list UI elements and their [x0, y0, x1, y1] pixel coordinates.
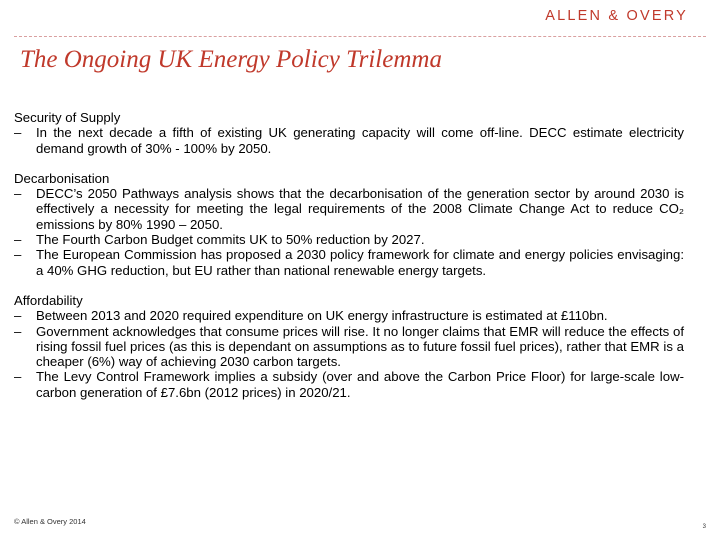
bullet-text: The Fourth Carbon Budget commits UK to 50% reduction by 2027.: [36, 232, 425, 248]
slide-body: [14, 110, 684, 415]
bullet-item: [14, 369, 684, 400]
bullet-dash: –: [14, 247, 22, 263]
bullet-item: [14, 308, 684, 323]
bullet-dash: –: [14, 125, 22, 141]
page-number: 3: [702, 524, 706, 530]
bullet-text: Between 2013 and 2020 required expenditure on UK energy infrastructure is estimated at £110bn.: [36, 308, 608, 324]
company-logo: ALLEN & OVERY: [545, 8, 688, 24]
section-heading: Security of Supply: [14, 110, 121, 125]
header-divider: [14, 36, 706, 37]
bullet-text: In the next decade a fifth of existing UK generating capacity will come off-line. DECC estimate electricity demand growth of 30% - 100% by 2050.: [36, 125, 684, 156]
bullet-dash: –: [14, 308, 22, 324]
bullet-dash: –: [14, 232, 22, 248]
bullet-dash: –: [14, 369, 22, 385]
section-heading: Decarbonisation: [14, 170, 110, 186]
bullet-text: The Levy Control Framework implies a subsidy (over and above the Carbon Price Floor) for large-scale low-carbon generation of £7.6bn (2012 prices) in 2020/21.: [36, 369, 684, 400]
bullet-item: [14, 324, 684, 370]
bullet-text: The European Commission has proposed a 2030 policy framework for climate and energy policies envisaging: a 40% GHG reduction, but EU rather than national renewable energy targets.: [36, 247, 684, 278]
section-heading: Affordability: [14, 292, 83, 308]
page-title: The Ongoing UK Energy Policy Trilemma: [20, 46, 442, 73]
bullet-dash: –: [14, 323, 22, 339]
bullet-item: [14, 125, 684, 156]
section-affordability: [14, 293, 684, 400]
bullet-item: [14, 247, 684, 278]
bullet-item: [14, 232, 684, 247]
bullet-text: DECC’s 2050 Pathways analysis shows that the decarbonisation of the generation sector by around 2030 is effectively a necessity for meeting the legal requirements of the 2008 Climate Change Act to reduce CO₂ emissions by 80% 1990 – 2050.: [36, 186, 684, 232]
bullet-text: Government acknowledges that consume prices will rise. It no longer claims that EMR will reduce the effects of rising fossil fuel prices (as this is dependant on assumptions as to future fossil fuel prices), rather that EMR is a cheaper (6%) way of achieving 2030 carbon targets.: [36, 323, 684, 370]
section-decarbonisation: [14, 171, 684, 278]
footer-copyright: © Allen & Overy 2014: [14, 517, 86, 526]
bullet-item: [14, 186, 684, 232]
bullet-dash: –: [14, 186, 22, 202]
section-security-of-supply: [14, 110, 684, 156]
